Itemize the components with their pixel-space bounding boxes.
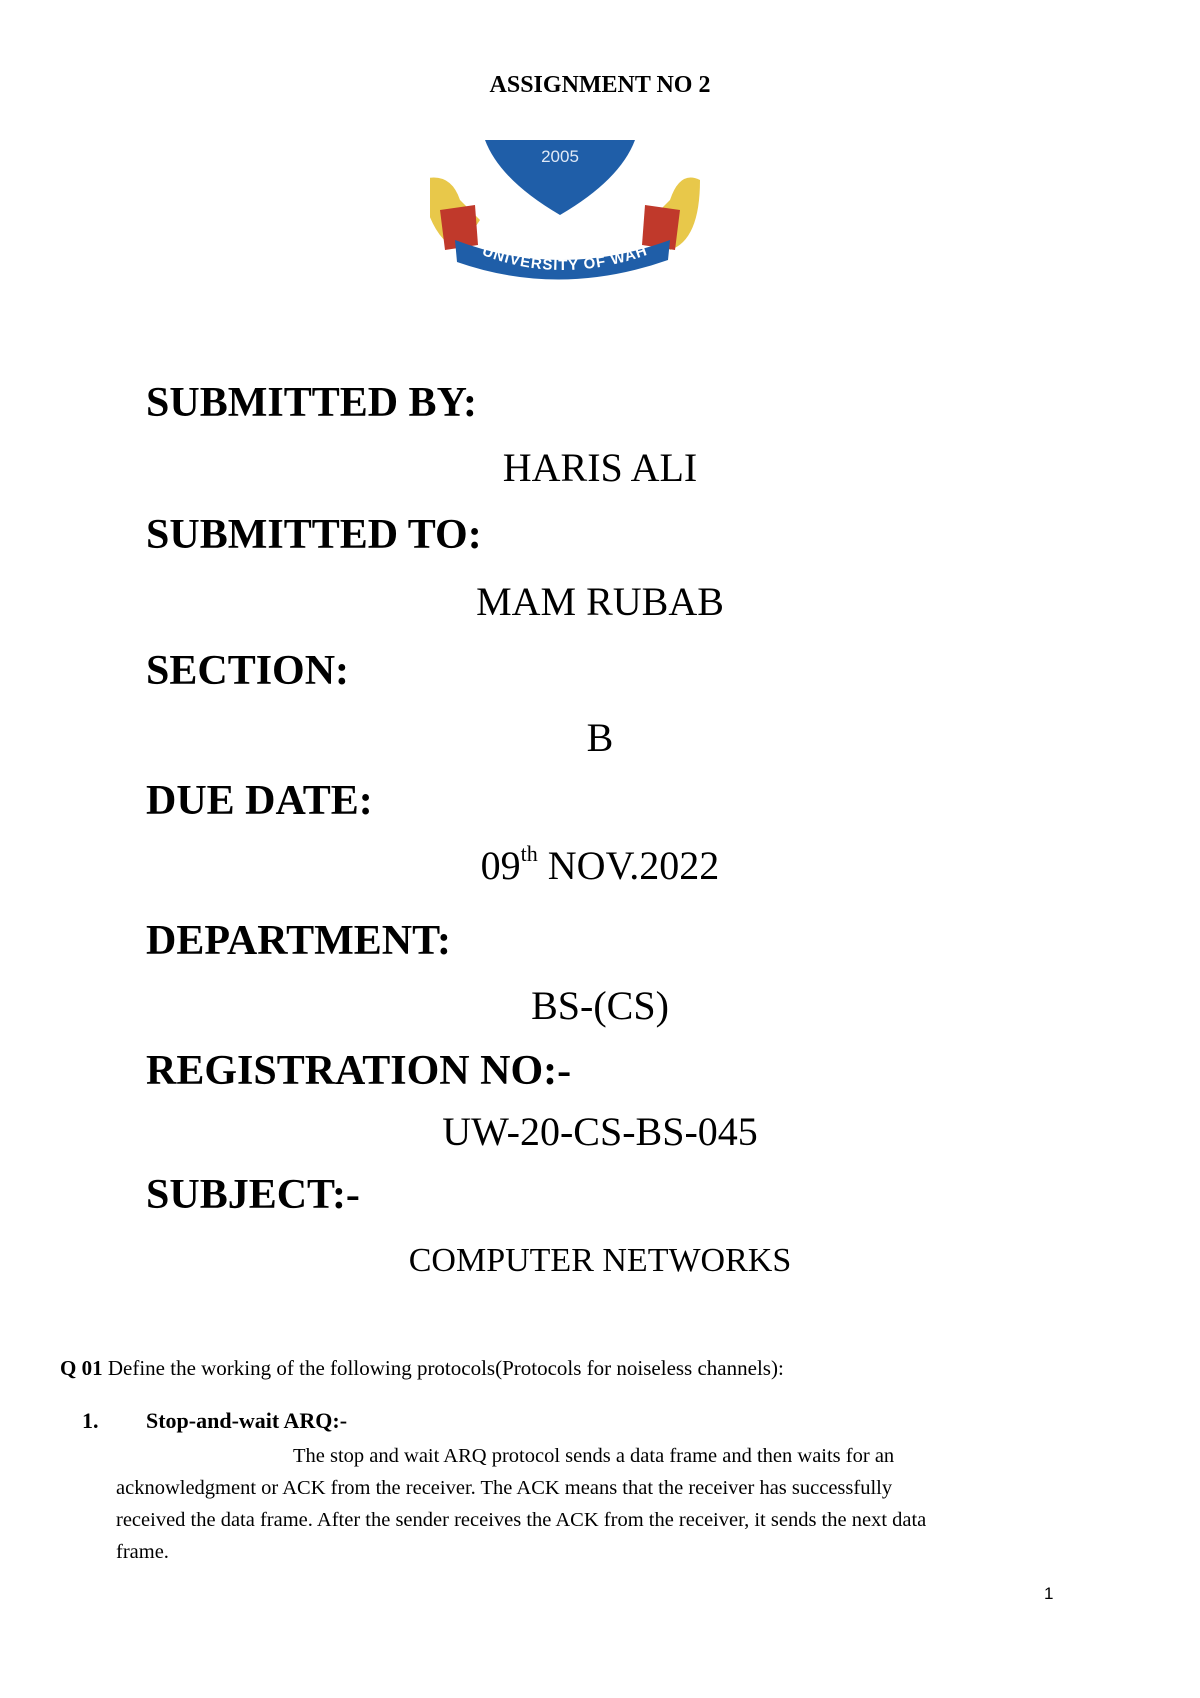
submitted-to-value: MAM RUBAB	[476, 579, 724, 624]
subject-value: COMPUTER NETWORKS	[408, 1242, 792, 1279]
page-number: 1	[1044, 1584, 1054, 1603]
due-date-value	[0, 841, 1200, 888]
registration-value: UW-20-CS-BS-045	[442, 1109, 758, 1154]
section-value: B	[586, 715, 614, 760]
answer-line: The stop and wait ARQ protocol sends a data frame and then waits for an	[293, 1445, 895, 1467]
logo-year: 2005	[541, 147, 579, 166]
submitted-to-label: SUBMITTED TO:	[146, 512, 482, 558]
answer-line: frame.	[116, 1541, 169, 1563]
university-logo	[430, 140, 770, 300]
due-date-label: DUE DATE:	[146, 778, 373, 824]
answer-line: acknowledgment or ACK from the receiver. The ACK means that the receiver has successfully	[116, 1477, 893, 1499]
question-item-number: 1.	[82, 1408, 99, 1433]
question-line	[60, 1356, 784, 1381]
question-number: Q 01	[60, 1356, 103, 1380]
due-date-month-year: NOV.2022	[537, 843, 720, 888]
subject-label: SUBJECT:-	[146, 1172, 360, 1218]
logo-banner-text: UNIVERSITY OF WAH	[479, 242, 650, 275]
section-label: SECTION:	[146, 648, 350, 694]
question-item-title: Stop-and-wait ARQ:-	[146, 1408, 348, 1433]
question-text: Define the working of the following protocols(Protocols for noiseless channels):	[107, 1356, 784, 1380]
due-date-ordinal: th	[520, 841, 538, 866]
submitted-by-value: HARIS ALI	[502, 445, 698, 490]
answer-line: received the data frame. After the sender receives the ACK from the receiver, it sends the next data	[116, 1509, 927, 1531]
due-date-day: 09	[480, 843, 521, 888]
registration-label: REGISTRATION NO:-	[146, 1048, 572, 1094]
submitted-by-label: SUBMITTED BY:	[146, 380, 478, 426]
document-title: ASSIGNMENT NO 2	[489, 72, 711, 98]
department-label: DEPARTMENT:	[146, 918, 451, 964]
department-value: BS-(CS)	[531, 983, 669, 1028]
